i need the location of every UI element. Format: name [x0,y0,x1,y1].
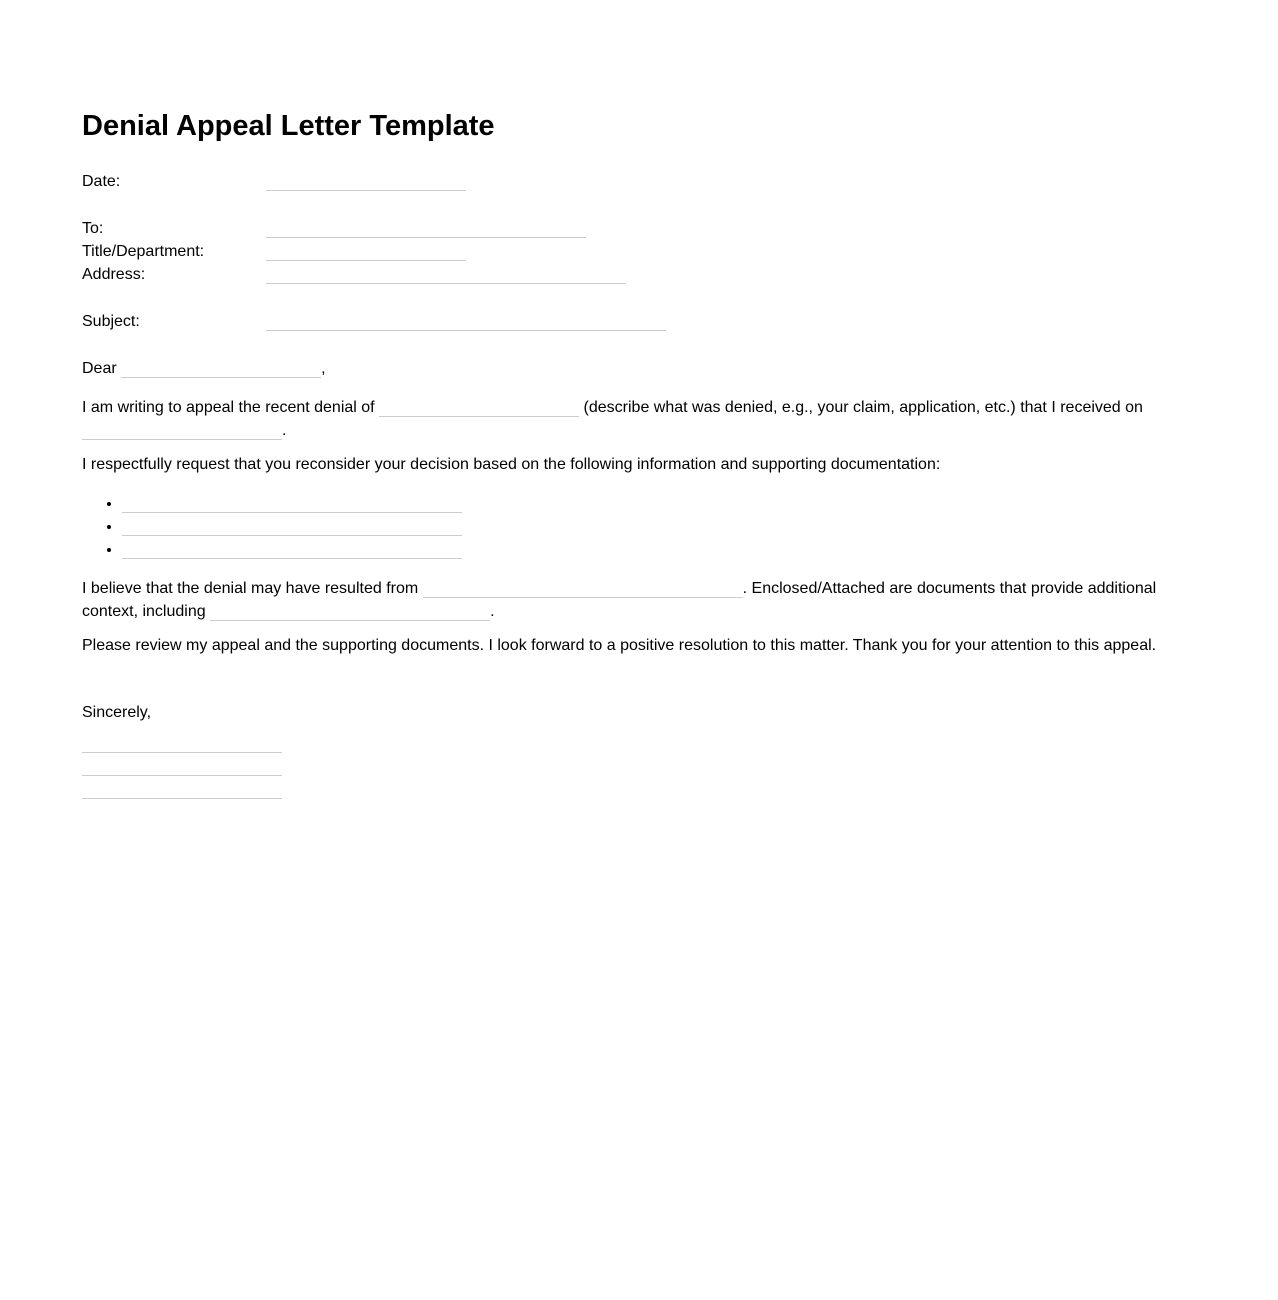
list-item [122,538,462,561]
date-label: Date: [82,173,121,190]
paragraph-denial-text-2: (describe what was denied, e.g., your claim, application, etc.) that I received on [583,399,1143,416]
paragraph-denial-text-1: I am writing to appeal the recent denial of [82,399,375,416]
paragraph-denial-period: . [282,422,287,439]
supporting-info-blank-3[interactable] [122,540,462,559]
subject-blank[interactable] [266,312,666,331]
signature-line-1[interactable] [82,732,282,753]
salutation-comma: , [321,360,326,377]
signature-line-2[interactable] [82,755,282,776]
recipient-name-blank[interactable] [121,359,321,378]
subject-field-row [82,310,666,333]
address-blank[interactable] [266,265,626,284]
supporting-info-blank-1[interactable] [122,494,462,513]
enclosed-documents-blank[interactable] [210,602,490,621]
denial-reason-blank[interactable] [423,579,743,598]
title-department-field-row [82,240,466,263]
salutation-prefix: Dear [82,360,117,377]
to-field-row [82,217,586,240]
title-department-label: Title/Department: [82,243,205,260]
paragraph-reason-period: . [490,603,495,620]
paragraph-reason-text-2: . Enclosed/Attached are documents that provide additional context, including [82,580,1157,620]
page-title: Denial Appeal Letter Template [82,110,495,142]
list-item [122,492,462,515]
title-department-blank[interactable] [266,242,466,261]
to-blank[interactable] [266,219,586,238]
paragraph-reason [82,577,1182,623]
received-date-blank[interactable] [82,421,282,440]
salutation [82,357,326,380]
list-item [122,515,462,538]
paragraph-reason-text-1: I believe that the denial may have resulted from [82,580,419,597]
address-label: Address: [82,266,146,283]
address-field-row [82,263,626,286]
closing-salutation: Sincerely, [82,704,152,721]
paragraph-closing: Please review my appeal and the supporting documents. I look forward to a positive resolution to this matter. Thank you for your attention to this appeal. [82,637,1157,654]
to-label: To: [82,220,104,237]
subject-label: Subject: [82,313,140,330]
date-blank[interactable] [266,172,466,191]
supporting-info-list [82,492,462,561]
paragraph-request: I respectfully request that you reconsider your decision based on the following information and supporting documentation: [82,456,941,473]
paragraph-denial [82,396,1182,442]
denied-item-blank[interactable] [379,398,579,417]
date-field-row [82,170,466,193]
signature-line-3[interactable] [82,778,282,799]
supporting-info-blank-2[interactable] [122,517,462,536]
